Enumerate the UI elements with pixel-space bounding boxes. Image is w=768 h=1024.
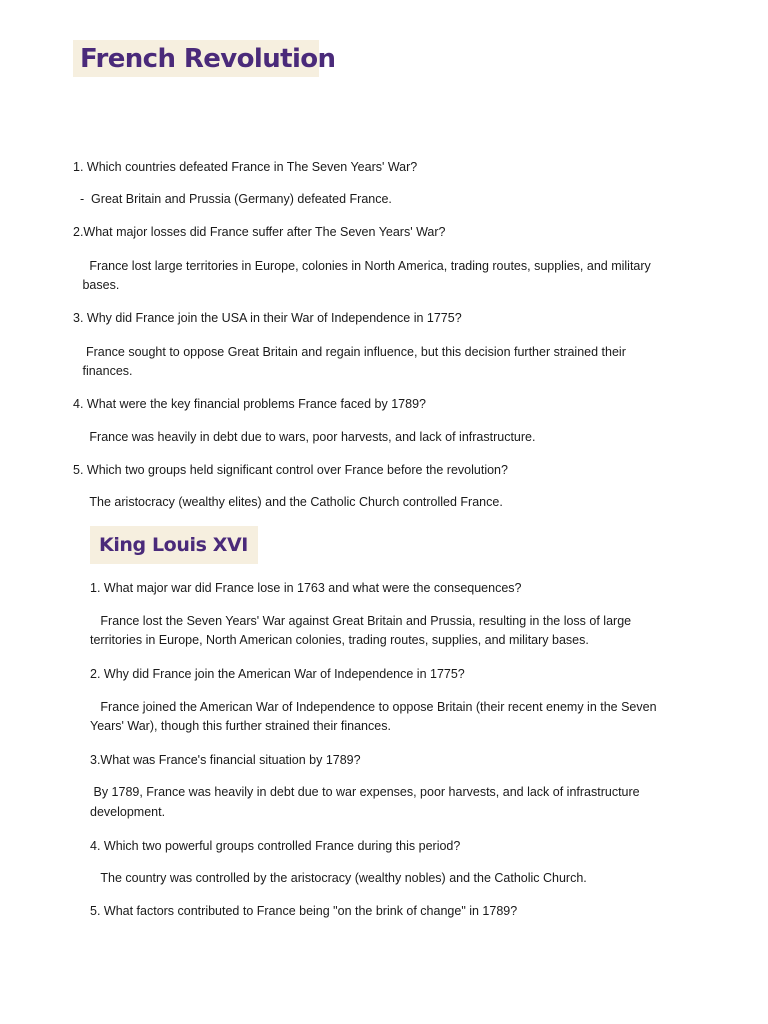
section-title-french-revolution: French Revolution	[73, 40, 319, 77]
louis-answer-3-line-1: By 1789, France was heavily in debt due to war expenses, poor harvests, and lack of infrastructure	[90, 785, 640, 799]
question-5: 5. Which two groups held significant control over France before the revolution?	[73, 463, 508, 477]
question-2: 2.What major losses did France suffer after The Seven Years' War?	[73, 225, 446, 239]
question-4: 4. What were the key financial problems France faced by 1789?	[73, 397, 426, 411]
answer-3-line-2: finances.	[79, 364, 133, 378]
louis-question-4: 4. Which two powerful groups controlled France during this period?	[90, 839, 461, 853]
louis-question-3: 3.What was France's financial situation by 1789?	[90, 753, 361, 767]
louis-answer-1-line-1: France lost the Seven Years' War against Great Britain and Prussia, resulting in the loss of large	[90, 614, 632, 628]
section-title-king-louis-xvi: King Louis XVI	[90, 526, 258, 564]
louis-question-5: 5. What factors contributed to France being "on the brink of change" in 1789?	[90, 904, 518, 918]
louis-answer-2-line-2: Years' War), though this further strained their finances.	[90, 719, 391, 733]
answer-2-line-1: France lost large territories in Europe, colonies in North America, trading routes, supplies, and military	[79, 259, 651, 273]
question-3: 3. Why did France join the USA in their War of Independence in 1775?	[73, 311, 462, 325]
louis-answer-2-line-1: France joined the American War of Independence to oppose Britain (their recent enemy in the Seven	[90, 700, 657, 714]
answer-3-line-1: France sought to oppose Great Britain and regain influence, but this decision further strained their	[79, 345, 626, 359]
answer-4: France was heavily in debt due to wars, poor harvests, and lack of infrastructure.	[79, 430, 536, 444]
question-1: 1. Which countries defeated France in The Seven Years' War?	[73, 160, 418, 174]
answer-5: The aristocracy (wealthy elites) and the Catholic Church controlled France.	[79, 495, 503, 509]
louis-question-1: 1. What major war did France lose in 1763 and what were the consequences?	[90, 581, 522, 595]
answer-1: - Great Britain and Prussia (Germany) defeated France.	[73, 192, 392, 206]
louis-question-2: 2. Why did France join the American War of Independence in 1775?	[90, 667, 465, 681]
answer-2-line-2: bases.	[79, 278, 120, 292]
louis-answer-3-line-2: development.	[90, 805, 166, 819]
louis-answer-4: The country was controlled by the aristocracy (wealthy nobles) and the Catholic Church.	[90, 871, 587, 885]
louis-answer-1-line-2: territories in Europe, North American colonies, trading routes, supplies, and military bases.	[90, 633, 589, 647]
